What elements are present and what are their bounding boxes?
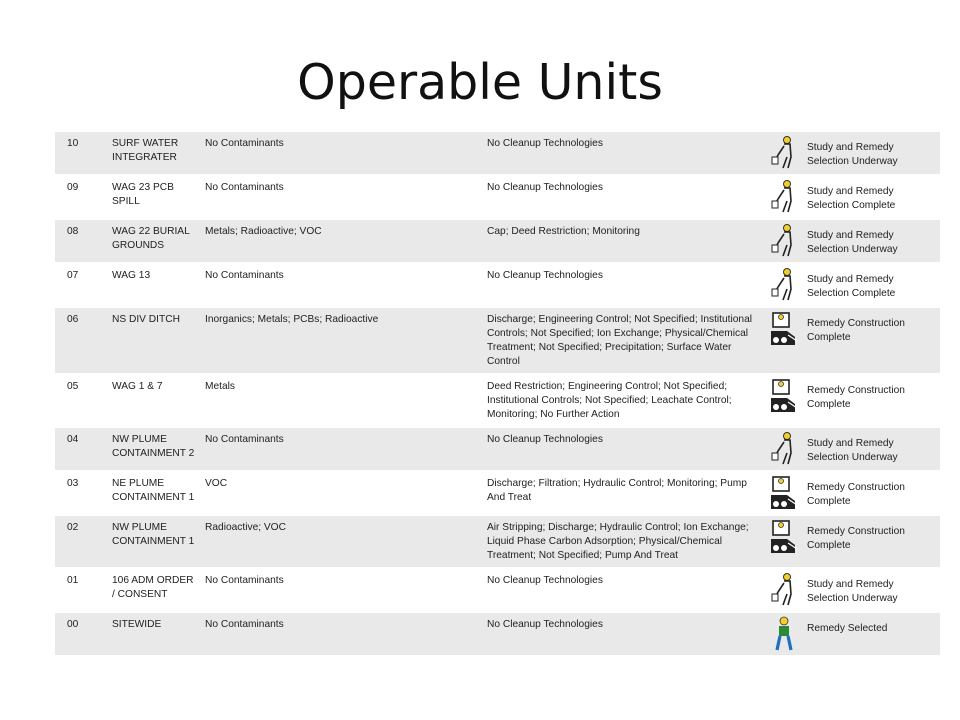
unit-name: SURF WATER INTEGRATER bbox=[112, 138, 179, 163]
unit-name: WAG 23 PCB SPILL bbox=[112, 182, 174, 207]
unit-name: NS DIV DITCH bbox=[112, 314, 180, 325]
study-icon bbox=[767, 263, 803, 307]
study-icon bbox=[767, 219, 803, 263]
unit-status: Remedy Construction Complete bbox=[807, 318, 905, 343]
table-row bbox=[55, 515, 940, 568]
table-row bbox=[55, 427, 940, 471]
unit-status: Study and Remedy Selection Underway bbox=[807, 579, 898, 604]
unit-status: Remedy Construction Complete bbox=[807, 526, 905, 551]
unit-contaminants: No Contaminants bbox=[205, 270, 284, 281]
unit-contaminants: VOC bbox=[205, 478, 228, 489]
unit-technologies: Air Stripping; Discharge; Hydraulic Control; Ion Exchange; Liquid Phase Carbon Adsorption; Physical/Chemical Treatment; Not Specified; Pump And Treat bbox=[487, 522, 749, 561]
unit-number: 00 bbox=[67, 619, 79, 630]
unit-contaminants: No Contaminants bbox=[205, 575, 284, 586]
unit-contaminants: Radioactive; VOC bbox=[205, 522, 286, 533]
unit-status: Remedy Construction Complete bbox=[807, 385, 905, 410]
study-icon bbox=[767, 175, 803, 219]
unit-name: NW PLUME CONTAINMENT 2 bbox=[112, 434, 195, 459]
unit-contaminants: Metals; Radioactive; VOC bbox=[205, 226, 322, 237]
unit-technologies: No Cleanup Technologies bbox=[487, 270, 603, 281]
table-row bbox=[55, 175, 940, 219]
unit-number: 10 bbox=[67, 138, 79, 149]
unit-number: 01 bbox=[67, 575, 79, 586]
unit-status: Study and Remedy Selection Complete bbox=[807, 186, 896, 211]
unit-technologies: No Cleanup Technologies bbox=[487, 182, 603, 193]
unit-technologies: Deed Restriction; Engineering Control; Not Specified; Institutional Controls; Not Specified; Leachate Control; Monitoring; No Further Action bbox=[487, 381, 732, 420]
unit-status: Remedy Selected bbox=[807, 623, 888, 634]
unit-number: 08 bbox=[67, 226, 79, 237]
table-row bbox=[55, 219, 940, 263]
table-row bbox=[55, 612, 940, 656]
unit-contaminants: No Contaminants bbox=[205, 182, 284, 193]
unit-name: NE PLUME CONTAINMENT 1 bbox=[112, 478, 195, 503]
table-row bbox=[55, 132, 940, 175]
study-icon bbox=[767, 132, 803, 175]
unit-number: 06 bbox=[67, 314, 79, 325]
study-icon bbox=[767, 427, 803, 471]
person-selected-icon bbox=[767, 612, 803, 656]
unit-number: 03 bbox=[67, 478, 79, 489]
table-row bbox=[55, 263, 940, 307]
unit-status: Study and Remedy Selection Complete bbox=[807, 274, 896, 299]
unit-name: WAG 22 BURIAL GROUNDS bbox=[112, 226, 190, 251]
unit-number: 09 bbox=[67, 182, 79, 193]
unit-number: 04 bbox=[67, 434, 79, 445]
unit-technologies: Cap; Deed Restriction; Monitoring bbox=[487, 226, 640, 237]
table-row bbox=[55, 471, 940, 515]
unit-number: 02 bbox=[67, 522, 79, 533]
construction-icon bbox=[767, 515, 803, 568]
table-row bbox=[55, 374, 940, 427]
page-title: Operable Units bbox=[297, 54, 663, 111]
unit-status: Remedy Construction Complete bbox=[807, 482, 905, 507]
unit-contaminants: Inorganics; Metals; PCBs; Radioactive bbox=[205, 314, 379, 325]
unit-name: NW PLUME CONTAINMENT 1 bbox=[112, 522, 195, 547]
unit-status: Study and Remedy Selection Underway bbox=[807, 230, 898, 255]
unit-technologies: Discharge; Filtration; Hydraulic Control; Monitoring; Pump And Treat bbox=[487, 478, 747, 503]
unit-technologies: Discharge; Engineering Control; Not Specified; Institutional Controls; Not Specified; Ion Exchange; Physical/Chemical Treatment; Not Specified; Precipitation; Surface Water Control bbox=[487, 314, 753, 367]
unit-number: 05 bbox=[67, 381, 79, 392]
unit-name: 106 ADM ORDER / CONSENT bbox=[112, 575, 194, 600]
unit-number: 07 bbox=[67, 270, 79, 281]
unit-name: WAG 13 bbox=[112, 270, 151, 281]
unit-contaminants: No Contaminants bbox=[205, 434, 284, 445]
unit-status: Study and Remedy Selection Underway bbox=[807, 438, 898, 463]
unit-contaminants: Metals bbox=[205, 381, 236, 392]
unit-technologies: No Cleanup Technologies bbox=[487, 619, 603, 630]
unit-name: SITEWIDE bbox=[112, 619, 162, 630]
construction-icon bbox=[767, 471, 803, 515]
unit-name: WAG 1 & 7 bbox=[112, 381, 163, 392]
unit-technologies: No Cleanup Technologies bbox=[487, 138, 603, 149]
unit-technologies: No Cleanup Technologies bbox=[487, 434, 603, 445]
construction-icon bbox=[767, 374, 803, 427]
unit-technologies: No Cleanup Technologies bbox=[487, 575, 603, 586]
unit-status: Study and Remedy Selection Underway bbox=[807, 142, 898, 167]
unit-contaminants: No Contaminants bbox=[205, 619, 284, 630]
operable-units-table bbox=[55, 132, 940, 657]
construction-icon bbox=[767, 307, 803, 374]
table-row bbox=[55, 307, 940, 374]
study-icon bbox=[767, 568, 803, 612]
unit-contaminants: No Contaminants bbox=[205, 138, 284, 149]
table-row bbox=[55, 568, 940, 612]
